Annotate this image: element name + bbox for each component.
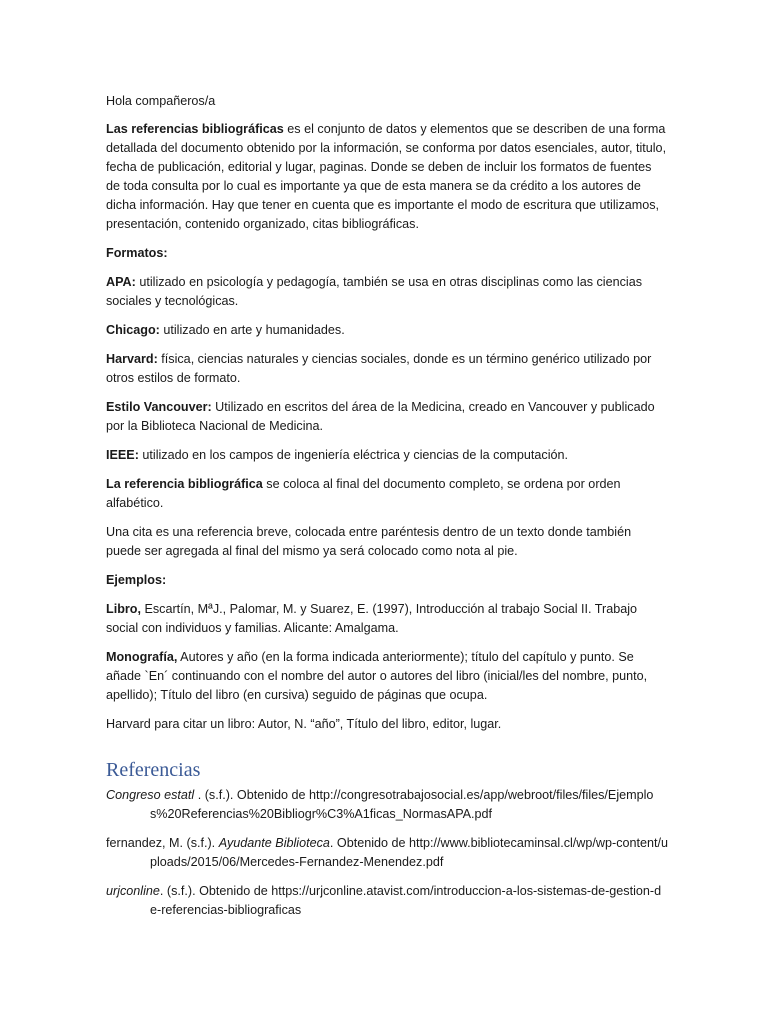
example-term: Libro, <box>106 602 141 616</box>
example-text: Escartín, MªJ., Palomar, M. y Suarez, E. (1997), Introducción al trabajo Social II. Trabajo social con individuos y familias. Alicante: Amalgama. <box>106 602 638 635</box>
example-monografia <box>106 648 668 705</box>
reference-item <box>106 834 668 872</box>
format-desc: utilizado en los campos de ingeniería eléctrica y ciencias de la computación. <box>138 448 569 462</box>
reference-italic: urjconline <box>106 884 160 898</box>
reference-italic: Congreso estatl <box>106 788 195 802</box>
intro-paragraph <box>106 120 668 234</box>
reference-item <box>106 786 668 824</box>
example-term: Monografía, <box>106 650 178 664</box>
format-desc: física, ciencias naturales y ciencias sociales, donde es un término genérico utilizado por otros estilos de formato. <box>106 352 652 385</box>
format-name: IEEE: <box>106 448 139 462</box>
intro-text: es el conjunto de datos y elementos que se describen de una forma detallada del documento obtenido por la información, se conforma por datos esenciales, autor, titulo, fecha de publicación, editorial y lugar, paginas. Donde se deben de incluir los formatos de fuentes de toda consulta por lo cual es importante ya que de esta manera se da crédito a los autores de dicha información. Hay que tener en cuenta que es importante el modo de escritura que utilizamos, presentación, contenido organizado, citas bibliográficas. <box>106 122 667 231</box>
intro-term: Las referencias bibliográficas <box>106 122 284 136</box>
format-name: Chicago: <box>106 323 160 337</box>
reference-text: . (s.f.). Obtenido de http://congresotrabajosocial.es/app/webroot/files/files/Ejemplos%20Referencias%20Bibliogr%C3%A1ficas_NormasAPA.pdf <box>150 788 654 821</box>
examples-heading: Ejemplos: <box>106 573 167 587</box>
format-apa <box>106 273 668 311</box>
format-ieee <box>106 446 668 465</box>
format-desc: utilizado en arte y humanidades. <box>159 323 345 337</box>
cita-paragraph: Una cita es una referencia breve, colocada entre paréntesis dentro de un texto donde también puede ser agregada al final del mismo ya será colocado como nota al pie. <box>106 525 632 558</box>
format-chicago <box>106 321 668 340</box>
reference-text: . Obtenido de http://www.bibliotecaminsal.cl/wp/wp-content/uploads/2015/06/Mercedes-Fernandez-Menendez.pdf <box>150 836 669 869</box>
format-name: Estilo Vancouver: <box>106 400 212 414</box>
reference-text: . (s.f.). Obtenido de https://urjconline.atavist.com/introduccion-a-los-sistemas-de-gestion-de-referencias-bibliograficas <box>150 884 662 917</box>
reference-italic: Ayudante Biblioteca <box>218 836 330 850</box>
format-desc: Utilizado en escritos del área de la Medicina, creado en Vancouver y publicado por la Biblioteca Nacional de Medicina. <box>106 400 655 433</box>
formats-heading: Formatos: <box>106 246 168 260</box>
example-libro <box>106 600 668 638</box>
format-name: Harvard: <box>106 352 158 366</box>
placement-paragraph <box>106 475 668 513</box>
reference-item <box>106 882 668 920</box>
format-name: APA: <box>106 275 136 289</box>
example-text: Autores y año (en la forma indicada anteriormente); título del capítulo y punto. Se añade `En´ continuando con el nombre del autor o autores del libro (inicial/les del nombre, punto, apellido); Título del libro (en cursiva) seguido de páginas que ocupa. <box>106 650 648 702</box>
format-vancouver <box>106 398 668 436</box>
format-desc: utilizado en psicología y pedagogía, también se usa en otras disciplinas como las ciencias sociales y tecnológicas. <box>106 275 643 308</box>
references-heading: Referencias <box>106 759 201 781</box>
placement-term: La referencia bibliográfica <box>106 477 263 491</box>
format-harvard <box>106 350 668 388</box>
reference-prefix: fernandez, M. (s.f.). <box>106 836 219 850</box>
harvard-example: Harvard para citar un libro: Autor, N. “año”, Título del libro, editor, lugar. <box>106 717 502 731</box>
placement-text: se coloca al final del documento completo, se ordena por orden alfabético. <box>106 477 621 510</box>
greeting: Hola compañeros/a <box>106 94 216 108</box>
